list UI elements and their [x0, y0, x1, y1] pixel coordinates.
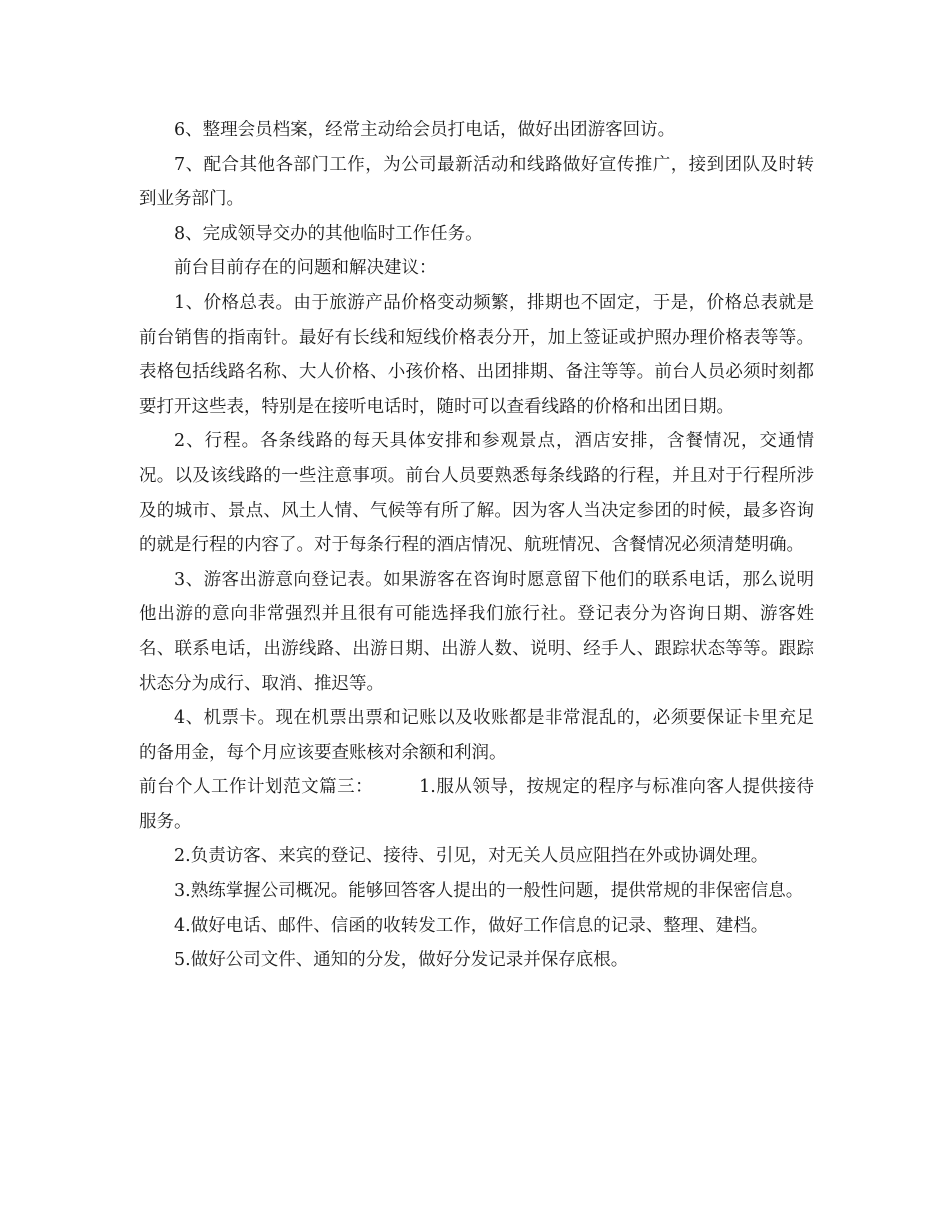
problems-heading: 前台目前存在的问题和解决建议：: [174, 258, 437, 279]
section-first-item: 1.服从领导，按规定的程序与标准向客人提供接待服务。: [139, 777, 815, 832]
paragraph-itinerary: 2、行程。各条线路的每天具体安排和参观景点，酒店安排，含餐情况，交通情况。以及该线路的一些注意事项。前台人员要熟悉每条线路的行程，并且对于行程所涉及的城市、景点、风土人情、气候等有所了解。因为客人当决定参团的时候，最多咨询的就是行程的内容了。对于每条行程的酒店情况、航班情况、含餐情况必须清楚明确。: [139, 431, 814, 556]
list-item-2: 2.负责访客、来宾的登记、接待、引见，对无关人员应阻挡在外或协调处理。: [174, 846, 769, 867]
section-heading: 前台个人工作计划范文篇三：: [139, 777, 374, 798]
paragraph-registration-form: 3、游客出游意向登记表。如果游客在咨询时愿意留下他们的联系电话，那么说明他出游的意向非常强烈并且很有可能选择我们旅行社。登记表分为咨询日期、游客姓名、联系电话，出游线路、出游日期、出游人数、说明、经手人、跟踪状态等等。跟踪状态分为成行、取消、推迟等。: [139, 569, 814, 694]
list-item-5: 5.做好公司文件、通知的分发，做好分发记录并保存底根。: [174, 950, 629, 971]
document-page: [139, 113, 814, 978]
paragraph-item-7: 7、配合其他各部门工作，为公司最新活动和线路做好宣传推广，接到团队及时转到业务部门。: [139, 154, 814, 210]
section-three: [139, 770, 814, 839]
paragraph-ticket-card: 4、机票卡。现在机票出票和记账以及收账都是非常混乱的，必须要保证卡里充足的备用金，每个月应该要查账核对余额和利润。: [139, 708, 814, 763]
list-item-3: 3.熟练掌握公司概况。能够回答客人提出的一般性问题，提供常规的非保密信息。: [174, 881, 804, 902]
paragraph-price-table: 1、价格总表。由于旅游产品价格变动频繁，排期也不固定，于是，价格总表就是前台销售的指南针。最好有长线和短线价格表分开，加上签证或护照办理价格表等等。表格包括线路名称、大人价格、小孩价格、出团排期、备注等等。前台人员必须时刻都要打开这些表，特别是在接听电话时，随时可以查看线路的价格和出团日期。: [139, 292, 814, 417]
paragraph-item-6: 6、整理会员档案，经常主动给会员打电话，做好出团游客回访。: [174, 120, 676, 140]
paragraph-item-8: 8、完成领导交办的其他临时工作任务。: [174, 223, 483, 244]
list-item-4: 4.做好电话、邮件、信函的收转发工作，做好工作信息的记录、整理、建档。: [174, 915, 769, 936]
